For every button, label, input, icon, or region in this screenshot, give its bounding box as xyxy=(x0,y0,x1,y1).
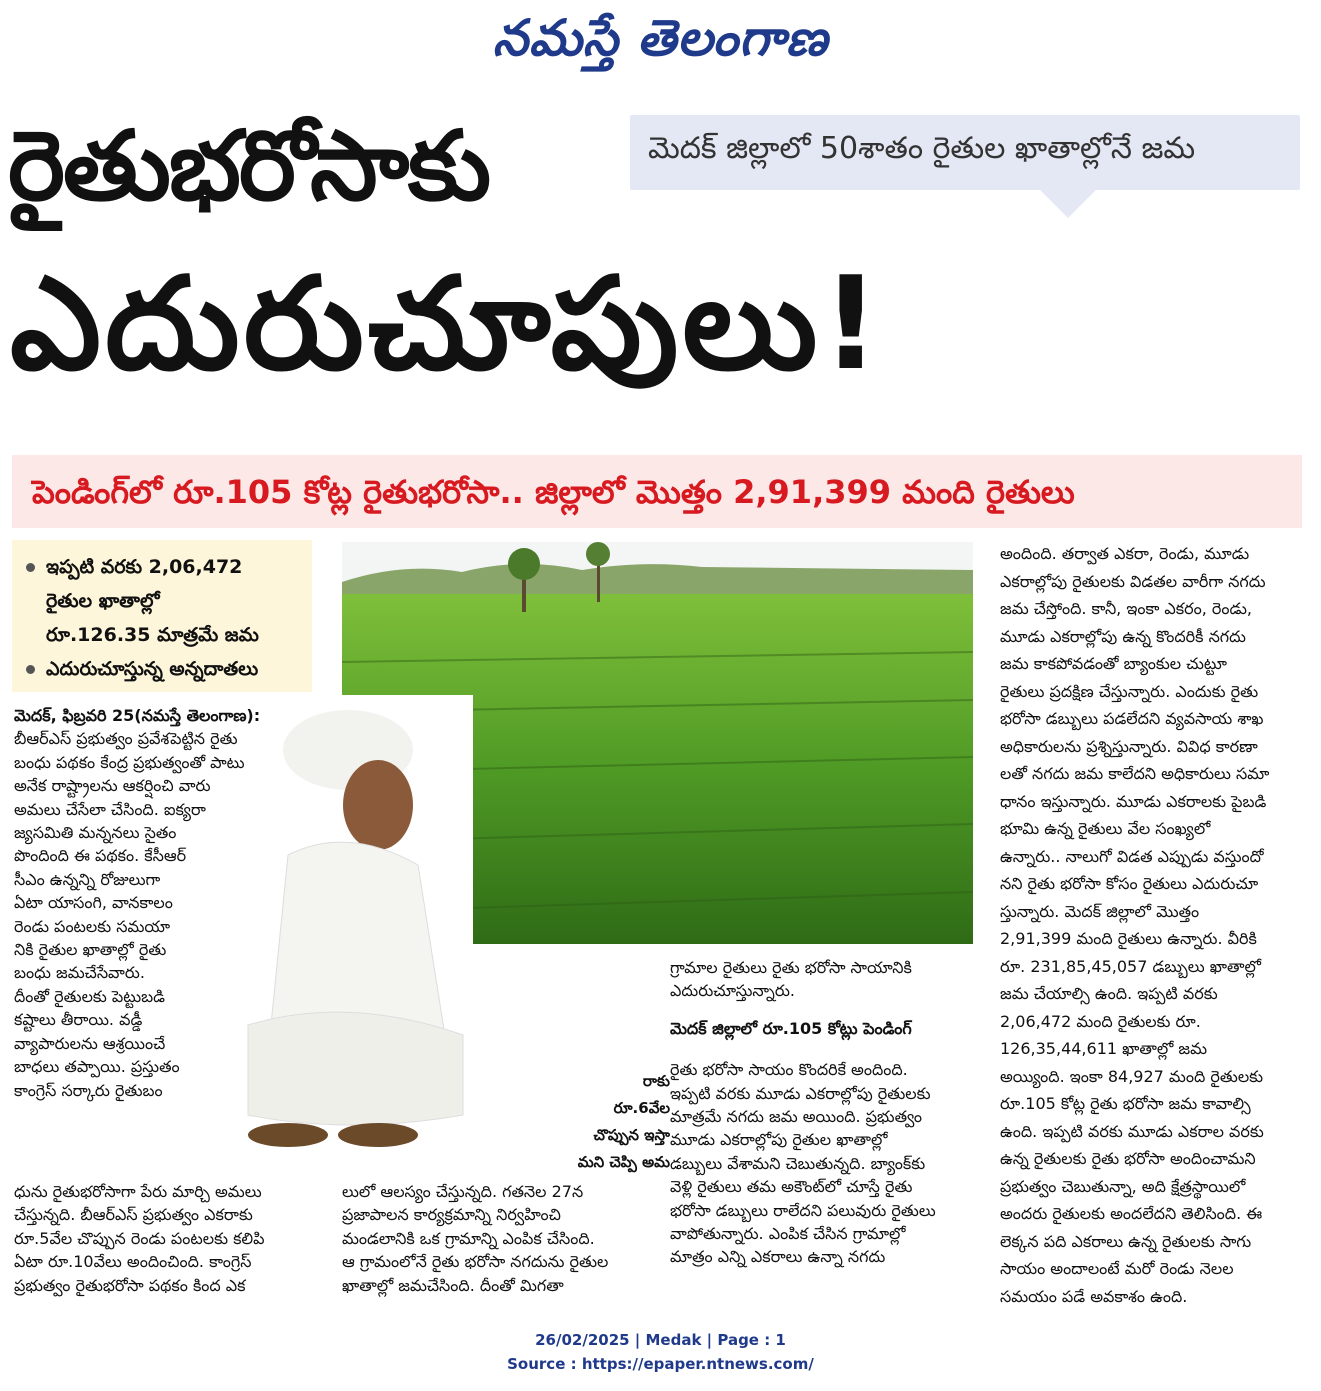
footer-date-line: 26/02/2025 | Medak | Page : 1 xyxy=(535,1331,786,1349)
caption-line: చొప్పున ఇస్తా xyxy=(593,1126,670,1144)
bullet-icon xyxy=(26,563,35,572)
footer-source-line: Source : https://epaper.ntnews.com/ xyxy=(507,1355,814,1373)
text-line: లతో నగదు జమ కాలేదని అధికారులు సమా xyxy=(1000,764,1270,783)
text-line: రైతులు ప్రదక్షిణ చేస్తున్నారు. ఎందుకు రైతు xyxy=(1000,681,1259,701)
text-line: నికి రైతుల ఖాతాల్లో రైతు xyxy=(14,940,167,960)
highlight-item xyxy=(22,618,302,652)
text-line: కష్టాలు తీరాయి. వడ్డీ xyxy=(14,1010,143,1030)
text-line: చేస్తున్నది. బీఆర్‌ఎస్ ప్రభుత్వం ఎకరాకు xyxy=(14,1205,253,1225)
text-line: అధికారులను ప్రశ్నిస్తున్నారు. వివిధ కారణా xyxy=(1000,736,1258,756)
text-line: రెండు పంటలకు సమయా xyxy=(14,916,171,936)
highlight-text: ఇప్పటి వరకు 2,06,472 xyxy=(46,556,243,578)
text-line: ధానం ఇస్తున్నారు. మూడు ఎకరాలకు పైబడి xyxy=(1000,791,1267,811)
page-footer xyxy=(0,1328,1321,1376)
text-line: సాయం అందాలంటే మరో రెండు నెలల xyxy=(1000,1259,1234,1278)
text-line: అందింది. తర్వాత ఎకరా, రెండు, మూడు xyxy=(1000,544,1250,563)
highlight-item xyxy=(22,584,302,618)
text-line: రైతు భరోసా సాయం కొందరికే అందింది. xyxy=(670,1060,908,1080)
text-line: బాధలు తప్పాయి. ప్రస్తుతం xyxy=(14,1057,180,1077)
text-line: కాంగ్రెస్ సర్కారు రైతుబం xyxy=(14,1080,163,1100)
text-line: సమయం పడే అవకాశం ఉంది. xyxy=(1000,1286,1188,1306)
highlight-item xyxy=(22,652,302,686)
text-line: నని రైతు భరోసా కోసం రైతులు ఎదురుచూ xyxy=(1000,874,1259,893)
caption-line: రాకు xyxy=(642,1072,670,1090)
text-line: 2,91,399 మంది రైతులు ఉన్నారు. వీరికి xyxy=(1000,929,1257,948)
highlight-text: రూ.126.35 మాత్రమే జమ xyxy=(46,624,259,646)
text-line: ప్రభుత్వం రైతుభరోసా పథకం కింద ఎక xyxy=(14,1275,246,1295)
text-line: వ్యాపారులను ఆశ్రయించే xyxy=(14,1033,166,1053)
text-line: అమలు చేసేలా చేసింది. ఐక్యరా xyxy=(14,799,206,819)
text-line: ప్రజాపాలన కార్యక్రమాన్ని నిర్వహించి xyxy=(342,1205,561,1225)
text-line: బంధు పథకం కేంద్ర ప్రభుత్వంతో పాటు xyxy=(14,752,245,772)
text-line: బీఆర్‌ఎస్ ప్రభుత్వం ప్రవేశపెట్టిన రైతు xyxy=(14,729,238,749)
article-column-1-bottom xyxy=(14,1180,314,1297)
text-line: పొందింది ఈ పథకం. కేసీఆర్ xyxy=(14,846,187,866)
article-column-1-top xyxy=(14,704,284,1102)
article-column-2-bottom xyxy=(342,1180,657,1297)
kicker-pointer xyxy=(1040,190,1096,218)
caption-line: రూ.6వేల xyxy=(613,1099,670,1117)
photo-caption xyxy=(560,1068,670,1176)
dateline: మెదక్, ఫిబ్రవరి 25(నమస్తే తెలంగాణ): xyxy=(14,706,261,725)
masthead-logo: నమస్తే తెలంగాణ xyxy=(492,8,829,67)
text-line: ఇప్పటి వరకు మూడు ఎకరాల్లోపు రైతులకు xyxy=(670,1083,931,1103)
highlight-text: ఎదురుచూస్తున్న అన్నదాతలు xyxy=(46,658,259,680)
text-line: సీఎం ఉన్నన్ని రోజులుగా xyxy=(14,869,161,889)
text-line: స్తున్నారు. మెదక్ జిల్లాలో మొత్తం xyxy=(1000,901,1200,921)
text-line: మాత్రమే నగదు జమ అయింది. ప్రభుత్వం xyxy=(670,1107,923,1127)
text-line: వెళ్లి రైతులు తమ అకౌంట్‌లో చూస్తే రైతు xyxy=(670,1177,913,1197)
text-line: జ్యసమితి మన్ననలు సైతం xyxy=(14,823,177,843)
text-line: డబ్బులు వేశామని చెబుతున్నది. బ్యాంక్‌కు xyxy=(670,1153,926,1173)
text-line: భూమి ఉన్న రైతులు వేల సంఖ్యలో xyxy=(1000,819,1211,838)
headline-line-2: ఎదురుచూపులు! xyxy=(10,250,884,399)
text-line: వాపోతున్నారు. ఎంపిక చేసిన గ్రామాల్లో xyxy=(670,1224,906,1244)
text-line: అనేక రాష్ట్రాలను ఆకర్షించి వారు xyxy=(14,776,211,796)
text-line: 126,35,44,611 ఖాతాల్లో జమ xyxy=(1000,1039,1208,1058)
article-column-4 xyxy=(1000,540,1303,1310)
text-line: ఉంది. ఇప్పటి వరకు మూడు ఎకరాల వరకు xyxy=(1000,1121,1264,1141)
caption-line: మని చెప్పి అమ xyxy=(577,1153,670,1171)
text-line: లెక్కన పది ఎకరాలు ఉన్న రైతులకు సాగు xyxy=(1000,1231,1252,1251)
highlight-text: రైతుల ఖాతాల్లో xyxy=(46,590,160,612)
text-line: ఆ గ్రామంలోనే రైతు భరోసా నగదును రైతుల xyxy=(342,1252,609,1272)
text-line: అయ్యింది. ఇంకా 84,927 మంది రైతులకు xyxy=(1000,1066,1264,1086)
text-line: రూ. 231,85,45,057 డబ్బులు ఖాతాల్లో xyxy=(1000,956,1261,976)
text-line: మూడు ఎకరాల్లోపు ఉన్న కొందరికీ నగదు xyxy=(1000,626,1246,646)
text-line: ఏటా రూ.10వేలు అందించింది. కాంగ్రెస్ xyxy=(14,1252,252,1272)
headline-line-1: రైతుభరోసాకు xyxy=(8,110,490,222)
text-line: జమ కాకపోవడంతో బ్యాంకుల చుట్టూ xyxy=(1000,654,1227,673)
text-line: జమ చేస్తోంది. కానీ, ఇంకా ఎకరం, రెండు, xyxy=(1000,599,1252,618)
text-line: మూడు ఎకరాల్లోపు రైతుల ఖాతాల్లో xyxy=(670,1130,888,1150)
text-line: 2,06,472 మంది రైతులకు రూ. xyxy=(1000,1011,1201,1031)
text-line: మాత్రం ఎన్ని ఎకరాలు ఉన్నా నగదు xyxy=(670,1247,886,1267)
text-line: ఏటా యాసంగి, వానకాలం xyxy=(14,893,173,913)
text-line: భరోసా డబ్బులు రాలేదని పలువురు రైతులు xyxy=(670,1200,936,1220)
bullet-icon xyxy=(26,665,35,674)
text-line: లులో ఆలస్యం చేస్తున్నది. గతనెల 27న xyxy=(342,1182,584,1201)
text-line: గ్రామాల రైతులు రైతు భరోసా సాయానికి xyxy=(670,958,912,977)
text-line: రూ.5వేల చొప్పున రెండు పంటలకు కలిపి xyxy=(14,1228,265,1248)
text-line: అందరు రైతులకు అందలేదని తెలిసింది. ఈ xyxy=(1000,1204,1263,1223)
text-line: ఎకరాల్లోపు రైతులకు విడతల వారీగా నగదు xyxy=(1000,571,1266,591)
text-line: ఎదురుచూస్తున్నారు. xyxy=(670,981,795,1001)
text-line: రూ.105 కోట్ల రైతు భరోసా జమ కావాల్సి xyxy=(1000,1094,1251,1113)
section-subhead: మెదక్ జిల్లాలో రూ.105 కోట్లు పెండింగ్ xyxy=(670,1018,912,1038)
highlight-item xyxy=(22,550,302,584)
text-line: భరోసా డబ్బులు పడలేదని వ్యవసాయ శాఖ xyxy=(1000,709,1264,728)
text-line: జమ చేయాల్సి ఉంది. ఇప్పటి వరకు xyxy=(1000,984,1218,1003)
text-line: ఖాతాల్లో జమచేసింది. దీంతో మిగతా xyxy=(342,1275,564,1295)
text-line: ధును రైతుభరోసాగా పేరు మార్చి అమలు xyxy=(14,1182,262,1201)
text-line: దీంతో రైతులకు పెట్టుబడి xyxy=(14,986,166,1006)
text-line: మండలానికి ఒక గ్రామాన్ని ఎంపిక చేసింది. xyxy=(342,1228,595,1248)
highlights-box xyxy=(12,540,312,692)
article-column-3 xyxy=(670,956,973,1269)
kicker-box: మెదక్ జిల్లాలో 50శాతం రైతుల ఖాతాల్లోనే జమ xyxy=(630,115,1300,190)
text-line: ఉన్నారు.. నాలుగో విడత ఎప్పుడు వస్తుందో xyxy=(1000,846,1264,866)
text-line: ప్రభుత్వం చెబుతున్నా, అది క్షేత్రస్థాయిలో xyxy=(1000,1176,1246,1196)
text-line: బంధు జమచేసేవారు. xyxy=(14,963,145,983)
subheadline: పెండింగ్‌లో రూ.105 కోట్ల రైతుభరోసా.. జిల్లాలో మొత్తం 2,91,399 మంది రైతులు xyxy=(12,455,1302,528)
text-line: ఉన్న రైతులకు రైతు భరోసా అందించామని xyxy=(1000,1149,1256,1168)
